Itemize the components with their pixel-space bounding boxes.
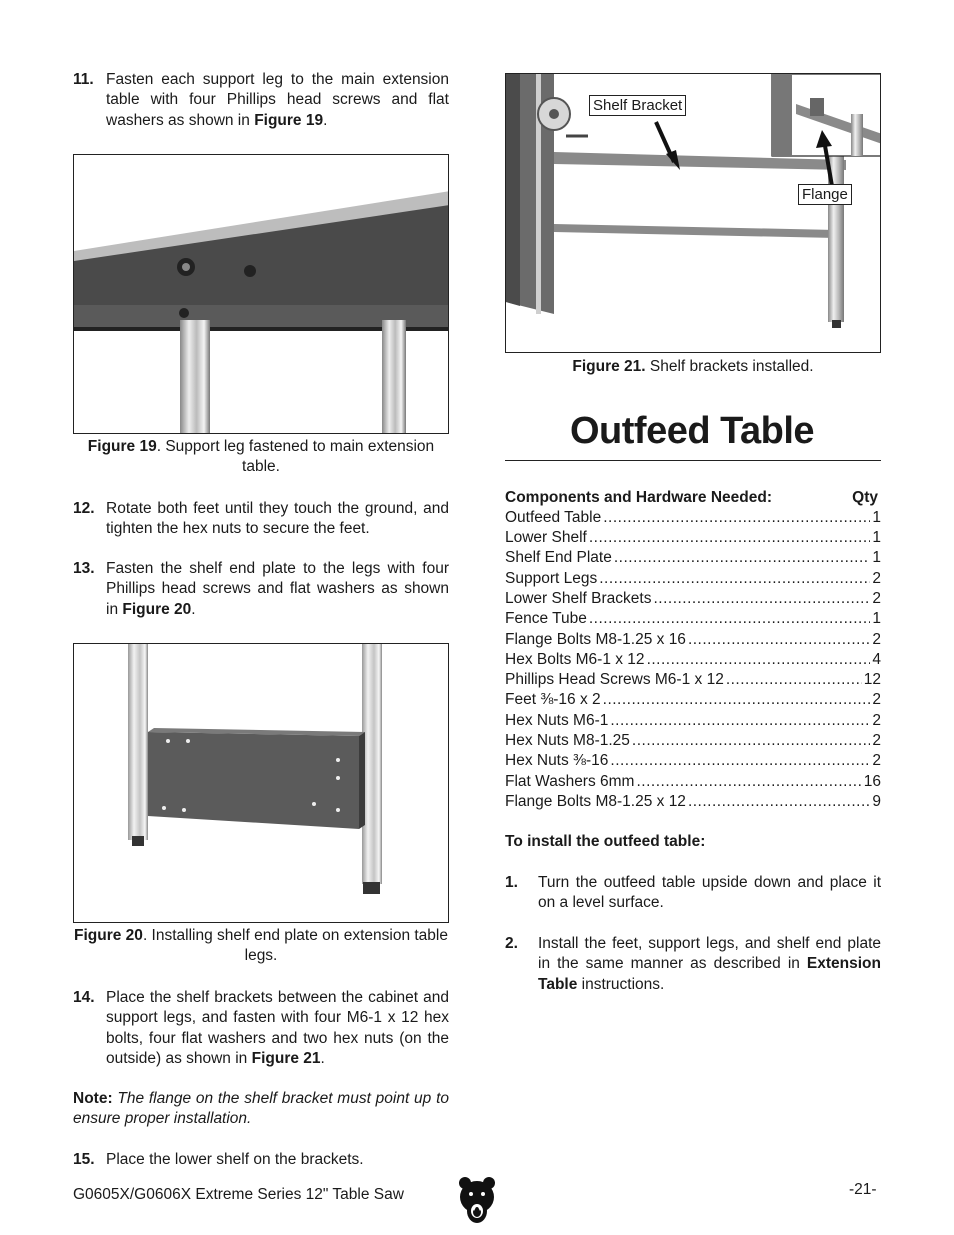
component-name: Lower Shelf Brackets (505, 589, 652, 607)
leader-dots (610, 751, 870, 771)
step-number: 12. (73, 500, 95, 517)
component-qty: 1 (872, 610, 881, 628)
component-name: Shelf End Plate (505, 549, 612, 567)
step-text: Turn the outfeed table upside down and place it on a level surface. (538, 874, 881, 912)
component-qty: 2 (872, 630, 881, 648)
outfeed-step-2 (505, 934, 881, 995)
note (73, 1089, 449, 1130)
leader-dots (726, 670, 862, 690)
note-label: Note: (73, 1090, 113, 1107)
step-text: Place the lower shelf on the brackets. (106, 1151, 364, 1168)
step-text: Install the feet, support legs, and shelf end plate in the same manner as described in Extension Table instructions. (538, 935, 881, 993)
component-qty: 1 (872, 508, 881, 526)
leader-dots (647, 650, 871, 670)
step-text: Rotate both feet until they touch the ground, and tighten the hex nuts to secure the feet. (106, 500, 449, 538)
component-row (505, 691, 881, 711)
component-row (505, 650, 881, 670)
component-row (505, 711, 881, 731)
component-row (505, 549, 881, 569)
leader-dots (589, 528, 871, 548)
footer-model: G0605X/G0606X Extreme Series 12" Table Saw (73, 1186, 404, 1203)
component-qty: 2 (872, 732, 881, 749)
component-qty: 2 (872, 589, 881, 607)
step-text: Fasten the shelf end plate to the legs with four Phillips head screws and flat washers as shown in Figure 20. (106, 560, 449, 618)
component-name: Fence Tube (505, 610, 587, 628)
step-text: Place the shelf brackets between the cabinet and support legs, and fasten with four M6-1 x 12 hex bolts, four flat washers and two hex nuts (on the outside) as shown in Figure 21. (106, 989, 449, 1067)
component-row (505, 630, 881, 650)
figure-21-caption: Figure 21. Shelf brackets installed. (572, 358, 814, 375)
component-name: Phillips Head Screws M6-1 x 12 (505, 671, 724, 689)
component-qty: 12 (863, 671, 881, 689)
leader-dots (589, 609, 871, 629)
component-name: Hex Nuts M8-1.25 (505, 732, 630, 749)
component-qty: 1 (872, 529, 881, 546)
component-qty: 2 (872, 691, 881, 709)
component-row (505, 508, 881, 528)
leader-dots (614, 548, 871, 568)
section-title: Outfeed Table (570, 410, 815, 452)
step-number: 11. (73, 71, 94, 88)
qty-header: Qty (852, 489, 878, 506)
leader-dots (599, 569, 870, 589)
component-row (505, 731, 881, 751)
figure-20-caption: Figure 20. Installing shelf end plate on extension table legs. (74, 927, 448, 965)
step-12 (73, 499, 449, 540)
leader-dots (603, 508, 870, 528)
component-name: Hex Nuts ⅜-16 (505, 752, 609, 770)
step-number: 2. (505, 935, 518, 952)
step-number: 13. (73, 560, 95, 577)
leader-dots (636, 772, 861, 792)
component-name: Flat Washers 6mm (505, 772, 635, 790)
leader-dots (603, 690, 871, 710)
component-name: Outfeed Table (505, 508, 602, 526)
component-qty: 2 (872, 752, 881, 770)
figure-19-caption: Figure 19. Support leg fastened to main extension table. (87, 438, 435, 476)
install-header: To install the outfeed table: (505, 833, 706, 850)
component-qty: 9 (872, 792, 881, 810)
component-name: Flange Bolts M8-1.25 x 16 (505, 630, 686, 648)
component-row (505, 589, 881, 609)
component-name: Lower Shelf (505, 529, 587, 546)
section-rule (505, 460, 881, 461)
component-row (505, 610, 881, 630)
component-row (505, 569, 881, 589)
callout-shelf-bracket: Shelf Bracket (589, 95, 686, 116)
note-text: The flange on the shelf bracket must point up to ensure proper installation. (73, 1090, 449, 1128)
component-qty: 4 (872, 650, 881, 668)
components-header: Components and Hardware Needed: Qty (505, 488, 881, 508)
step-13 (73, 559, 449, 620)
page-number: -21- (849, 1181, 877, 1198)
leader-dots (632, 731, 870, 751)
leader-dots (653, 589, 870, 609)
component-name: Support Legs (505, 569, 598, 587)
figure-21-photo (505, 73, 881, 353)
leader-dots (688, 630, 870, 650)
outfeed-step-1 (505, 873, 881, 914)
component-row (505, 528, 881, 548)
component-name: Hex Bolts M6-1 x 12 (505, 650, 645, 668)
bear-logo-icon (457, 1173, 497, 1225)
component-qty: 16 (863, 772, 881, 790)
step-number: 15. (73, 1151, 95, 1168)
leader-dots (688, 792, 870, 812)
step-14 (73, 988, 449, 1069)
component-row (505, 752, 881, 772)
callout-flange: Flange (798, 184, 852, 205)
step-11 (73, 70, 449, 131)
component-qty: 2 (872, 569, 881, 587)
step-number: 1. (505, 874, 518, 891)
step-number: 14. (73, 989, 95, 1006)
component-name: Feet ⅜-16 x 2 (505, 691, 601, 709)
component-qty: 1 (872, 549, 881, 567)
component-name: Hex Nuts M6-1 (505, 711, 609, 729)
step-text: Fasten each support leg to the main extension table with four Phillips head screws and flat washers as shown in Figure 19. (106, 71, 449, 129)
component-row (505, 670, 881, 690)
leader-dots (610, 711, 870, 731)
figure-20-photo (73, 643, 449, 923)
component-row (505, 772, 881, 792)
figure-19-photo (73, 154, 449, 434)
component-name: Flange Bolts M8-1.25 x 12 (505, 792, 686, 810)
step-15 (73, 1150, 449, 1170)
component-row (505, 792, 881, 812)
component-qty: 2 (872, 711, 881, 729)
